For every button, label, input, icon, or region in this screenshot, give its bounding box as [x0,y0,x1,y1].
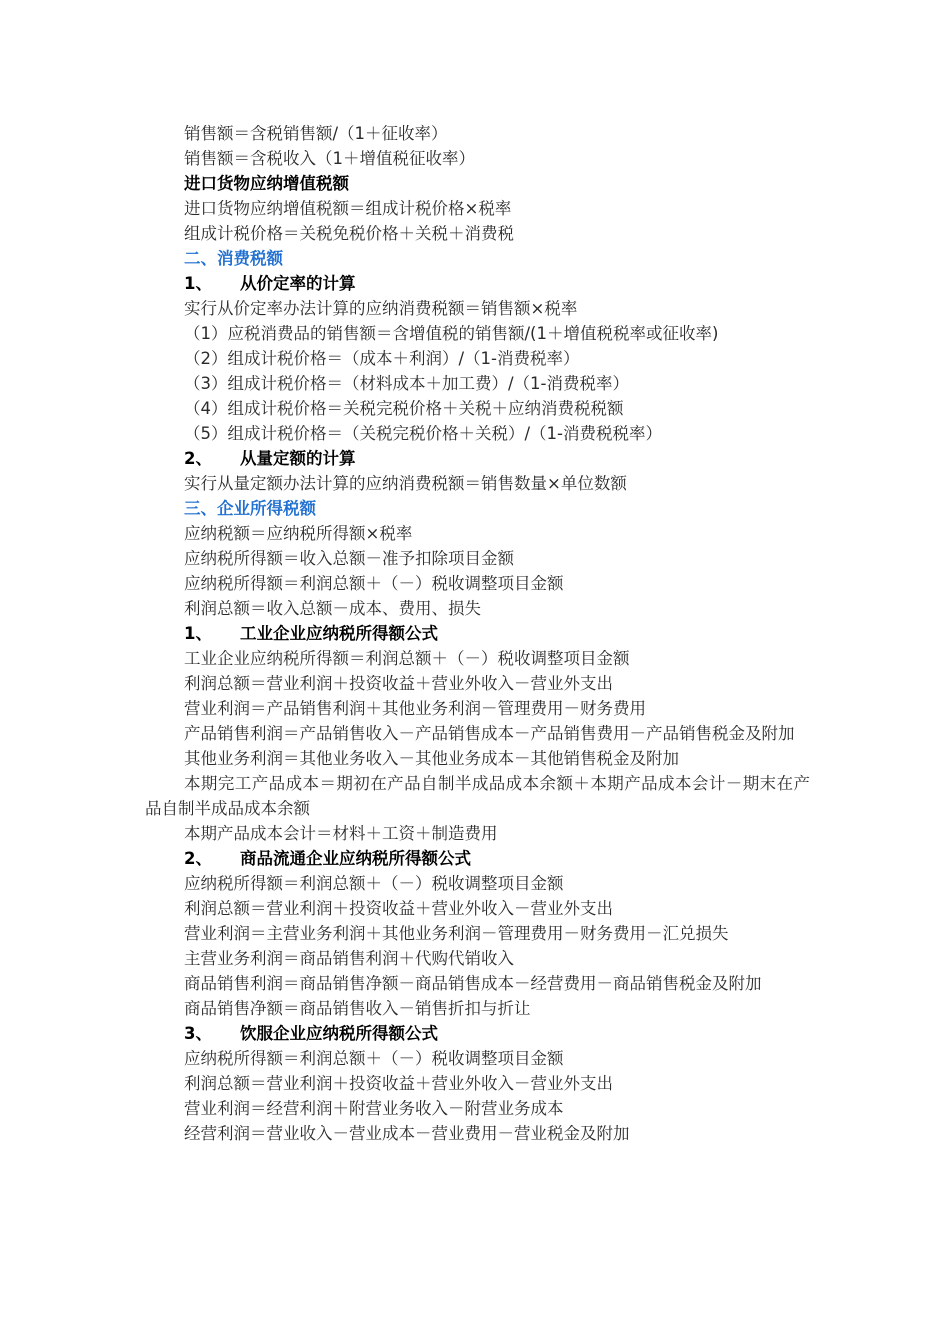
section-heading: 二、消费税额 [184,249,283,268]
formula-line-wrapped: 商品销售利润＝商品销售净额－商品销售成本－经营费用－商品销售税金及附加 [184,974,762,993]
heading-text: 工业企业应纳税所得额公式 [240,624,438,643]
formula-line: 应纳税所得额＝利润总额＋（－）税收调整项目金额 [184,574,564,593]
numbered-heading [145,621,810,646]
heading-text: 从量定额的计算 [240,449,356,468]
formula-line: （2）组成计税价格＝（成本＋利润）/（1-消费税率） [184,349,580,368]
heading-text: 商品流通企业应纳税所得额公式 [240,849,471,868]
heading-number: 1、 [184,624,212,643]
formula-line: 应纳税所得额＝收入总额－准予扣除项目金额 [184,549,514,568]
formula-line: 本期产品成本会计＝材料＋工资＋制造费用 [184,824,498,843]
formula-line: 主营业务利润＝商品销售利润＋代购代销收入 [184,949,514,968]
heading-number: 3、 [184,1024,212,1043]
numbered-heading [145,846,810,871]
formula-line: 实行从价定率办法计算的应纳消费税额＝销售额×税率 [184,299,578,318]
heading-text: 从价定率的计算 [240,274,356,293]
document-body [145,121,810,1146]
formula-line: 营业利润＝产品销售利润＋其他业务利润－管理费用－财务费用 [184,699,646,718]
formula-line-wrapped: 本期完工产品成本＝期初在产品自制半成品成本余额＋本期产品成本会计－期末在产品自制半成品成本余额 [145,774,810,818]
section-heading: 三、企业所得税额 [184,499,316,518]
formula-line: （4）组成计税价格＝关税完税价格＋关税＋应纳消费税税额 [184,399,624,418]
formula-line: （1）应税消费品的销售额＝含增值税的销售额/(1＋增值税税率或征收率) [184,324,719,343]
formula-line: 利润总额＝收入总额－成本、费用、损失 [184,599,481,618]
formula-line: 其他业务利润＝其他业务收入－其他业务成本－其他销售税金及附加 [184,749,679,768]
formula-line-wrapped: 产品销售利润＝产品销售收入－产品销售成本－产品销售费用－产品销售税金及附加 [184,724,795,743]
formula-line: 应纳税额＝应纳税所得额×税率 [184,524,413,543]
formula-line: 商品销售净额＝商品销售收入－销售折扣与折让 [184,999,531,1018]
formula-line: 销售额＝含税收入（1＋增值税征收率） [184,149,475,168]
numbered-heading [145,1021,810,1046]
formula-line: 组成计税价格＝关税免税价格＋关税＋消费税 [184,224,514,243]
formula-line: 利润总额＝营业利润＋投资收益＋营业外收入－营业外支出 [184,674,613,693]
formula-line: 利润总额＝营业利润＋投资收益＋营业外收入－营业外支出 [184,899,613,918]
formula-line: 应纳税所得额＝利润总额＋（－）税收调整项目金额 [184,1049,564,1068]
formula-line: （5）组成计税价格＝（关税完税价格＋关税）/（1-消费税税率） [184,424,663,443]
heading-number: 1、 [184,274,212,293]
formula-line: 利润总额＝营业利润＋投资收益＋营业外收入－营业外支出 [184,1074,613,1093]
formula-line: 营业利润＝经营利润＋附营业务收入－附营业务成本 [184,1099,564,1118]
numbered-heading [145,271,810,296]
formula-line: 应纳税所得额＝利润总额＋（－）税收调整项目金额 [184,874,564,893]
subheading: 进口货物应纳增值税额 [184,174,349,193]
heading-text: 饮服企业应纳税所得额公式 [240,1024,438,1043]
formula-line: 进口货物应纳增值税额＝组成计税价格×税率 [184,199,512,218]
numbered-heading [145,446,810,471]
formula-line: 经营利润＝营业收入－营业成本－营业费用－营业税金及附加 [184,1124,630,1143]
heading-number: 2、 [184,449,212,468]
formula-line: 实行从量定额办法计算的应纳消费税额＝销售数量×单位数额 [184,474,627,493]
formula-line-wrapped: 营业利润＝主营业务利润＋其他业务利润－管理费用－财务费用－汇兑损失 [184,924,729,943]
formula-line: 工业企业应纳税所得额＝利润总额＋（－）税收调整项目金额 [184,649,630,668]
heading-number: 2、 [184,849,212,868]
formula-line: 销售额＝含税销售额/（1＋征收率） [184,124,448,143]
formula-line: （3）组成计税价格＝（材料成本＋加工费）/（1-消费税率） [184,374,630,393]
